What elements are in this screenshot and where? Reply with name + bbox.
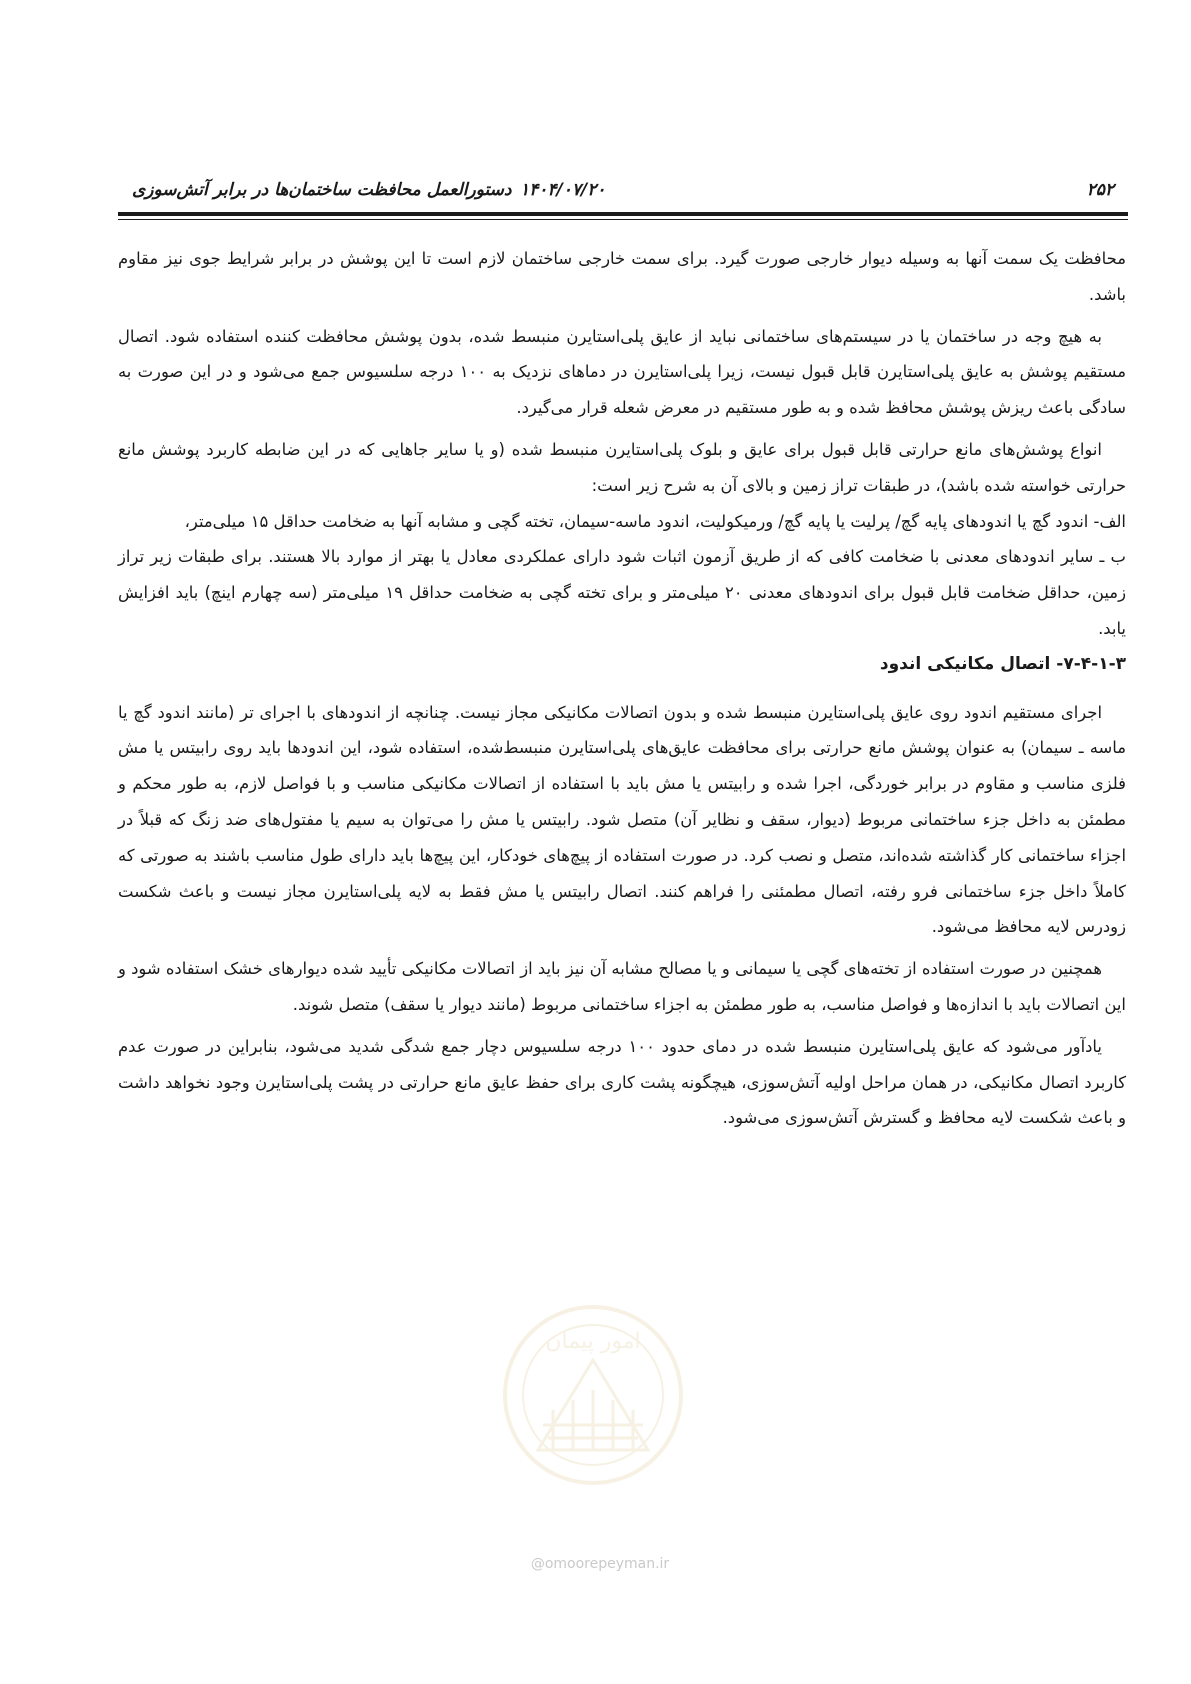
paragraph: اجرای مستقیم اندود روی عایق پلی‌استایرن منبسط شده و بدون اتصالات مکانیکی مجاز نیست. چنانچه از اندودهای با اجرای تر (مانند اندود گچ یا ماسه ـ سیمان) به عنوان پوشش مانع حرارتی برای محافظت عایق‌های پلی‌استایرن منبسط‌شده، استفاده شود، این اندودها باید روی رابیتس یا مش فلزی مناسب و مقاوم در برابر خوردگی، اجرا شده و رابیتس یا مش باید با استفاده از اتصالات مکانیکی مناسب و با فواصل لازم، به طور محکم و مطمئن به داخل جزء ساختمانی مربوط (دیوار، سقف و نظایر آن) متصل شود. رابیتس یا مش را می‌توان به سیم یا مفتول‌های ضد زنگ که قبلاً در اجزاء ساختمانی کار گذاشته شده‌اند، متصل و نصب کرد. در صورت استفاده از پیچ‌های خودکار، این پیچ‌ها باید دارای طول مناسب باشند به صورتی که کاملاً داخل جزء ساختمانی فرو رفته، اتصال مطمئنی را فراهم کنند. اتصال رابیتس یا مش فقط به لایه پلی‌استایرن مجاز نیست و باعث شکست زودرس لایه محافظ می‌شود. <box>118 702 1126 937</box>
header-date: ۱۴۰۴/۰۷/۲۰ <box>520 180 606 200</box>
section-heading: ۷-۴-۱-۳- اتصال مکانیکی اندود <box>879 653 1126 674</box>
watermark-logo <box>498 1300 688 1490</box>
page-number: ۲۵۲ <box>1086 180 1114 200</box>
list-item: ب ـ سایر اندودهای معدنی با ضخامت کافی که از طریق آزمون اثبات شود دارای عملکردی معادل یا بهتر از موارد بالا هستند. برای طبقات زیر تراز زمین، حداقل ضخامت قابل قبول برای اندودهای معدنی ۲۰ میلی‌متر و برای تخته گچی به ضخامت حداقل ۱۹ میلی‌متر (سه چهارم اینچ) باید افزایش یابد. <box>118 547 1126 638</box>
svg-text:امور پیمان: امور پیمان <box>545 1329 641 1354</box>
header-rule-thick <box>118 212 1128 216</box>
paragraph: محافظت یک سمت آنها به وسیله دیوار خارجی صورت گیرد. برای سمت خارجی ساختمان لازم است تا این پوشش در برابر شرایط جوی نیز مقاوم باشد. <box>118 249 1126 304</box>
page-header <box>118 180 1126 204</box>
watermark-url: @omoorepeyman.ir <box>530 1556 670 1572</box>
paragraph: به هیچ وجه در ساختمان یا در سیستم‌های ساختمانی نباید از عایق پلی‌استایرن منبسط شده، بدون پوشش محافظت کننده استفاده شود. اتصال مستقیم پوشش به عایق پلی‌استایرن قابل قبول نیست، زیرا پلی‌استایرن در دماهای نزدیک به ۱۰۰ درجه سلسیوس جمع می‌شود و در این صورت به سادگی باعث ریزش پوشش محافظ شده و به طور مستقیم در معرض شعله قرار می‌گیرد. <box>118 326 1127 418</box>
paragraph: انواع پوشش‌های مانع حرارتی قابل قبول برای عایق و بلوک پلی‌استایرن منبسط شده (و یا سایر جاهایی که در این ضابطه کاربرد پوشش مانع حرارتی خواسته شده باشد)، در طبقات تراز زمین و بالای آن به شرح زیر است: <box>118 439 1126 495</box>
list-item: الف- اندود گچ یا اندودهای پایه گچ/ پرلیت یا پایه گچ/ ورمیکولیت، اندود ماسه-سیمان، تخته گچی و مشابه آنها به ضخامت حداقل ۱۵ میلی‌متر، <box>184 511 1126 531</box>
document-body <box>118 241 1126 1136</box>
header-title: دستورالعمل محافظت ساختمان‌ها در برابر آتش‌سوزی <box>132 180 512 200</box>
paragraph: یادآور می‌شود که عایق پلی‌استایرن منبسط شده در دمای حدود ۱۰۰ درجه سلسیوس دچار جمع شدگی شدید می‌شود، بنابراین در صورت عدم کاربرد اتصال مکانیکی، در همان مراحل اولیه آتش‌سوزی، هیچگونه پشت کاری برای حفظ عایق مانع حرارتی در پشت پلی‌استایرن وجود نخواهد داشت و باعث شکست لایه محافظ و گسترش آتش‌سوزی می‌شود. <box>118 1036 1126 1128</box>
header-rule-thin <box>118 219 1128 220</box>
paragraph: همچنین در صورت استفاده از تخته‌های گچی یا سیمانی و یا مصالح مشابه آن نیز باید از اتصالات مکانیکی تأیید شده دیوارهای خشک استفاده شود و این اتصالات باید با اندازه‌ها و فواصل مناسب، به طور مطمئن به اجزاء ساختمانی مربوط (مانند دیوار یا سقف) متصل شوند. <box>118 959 1126 1014</box>
